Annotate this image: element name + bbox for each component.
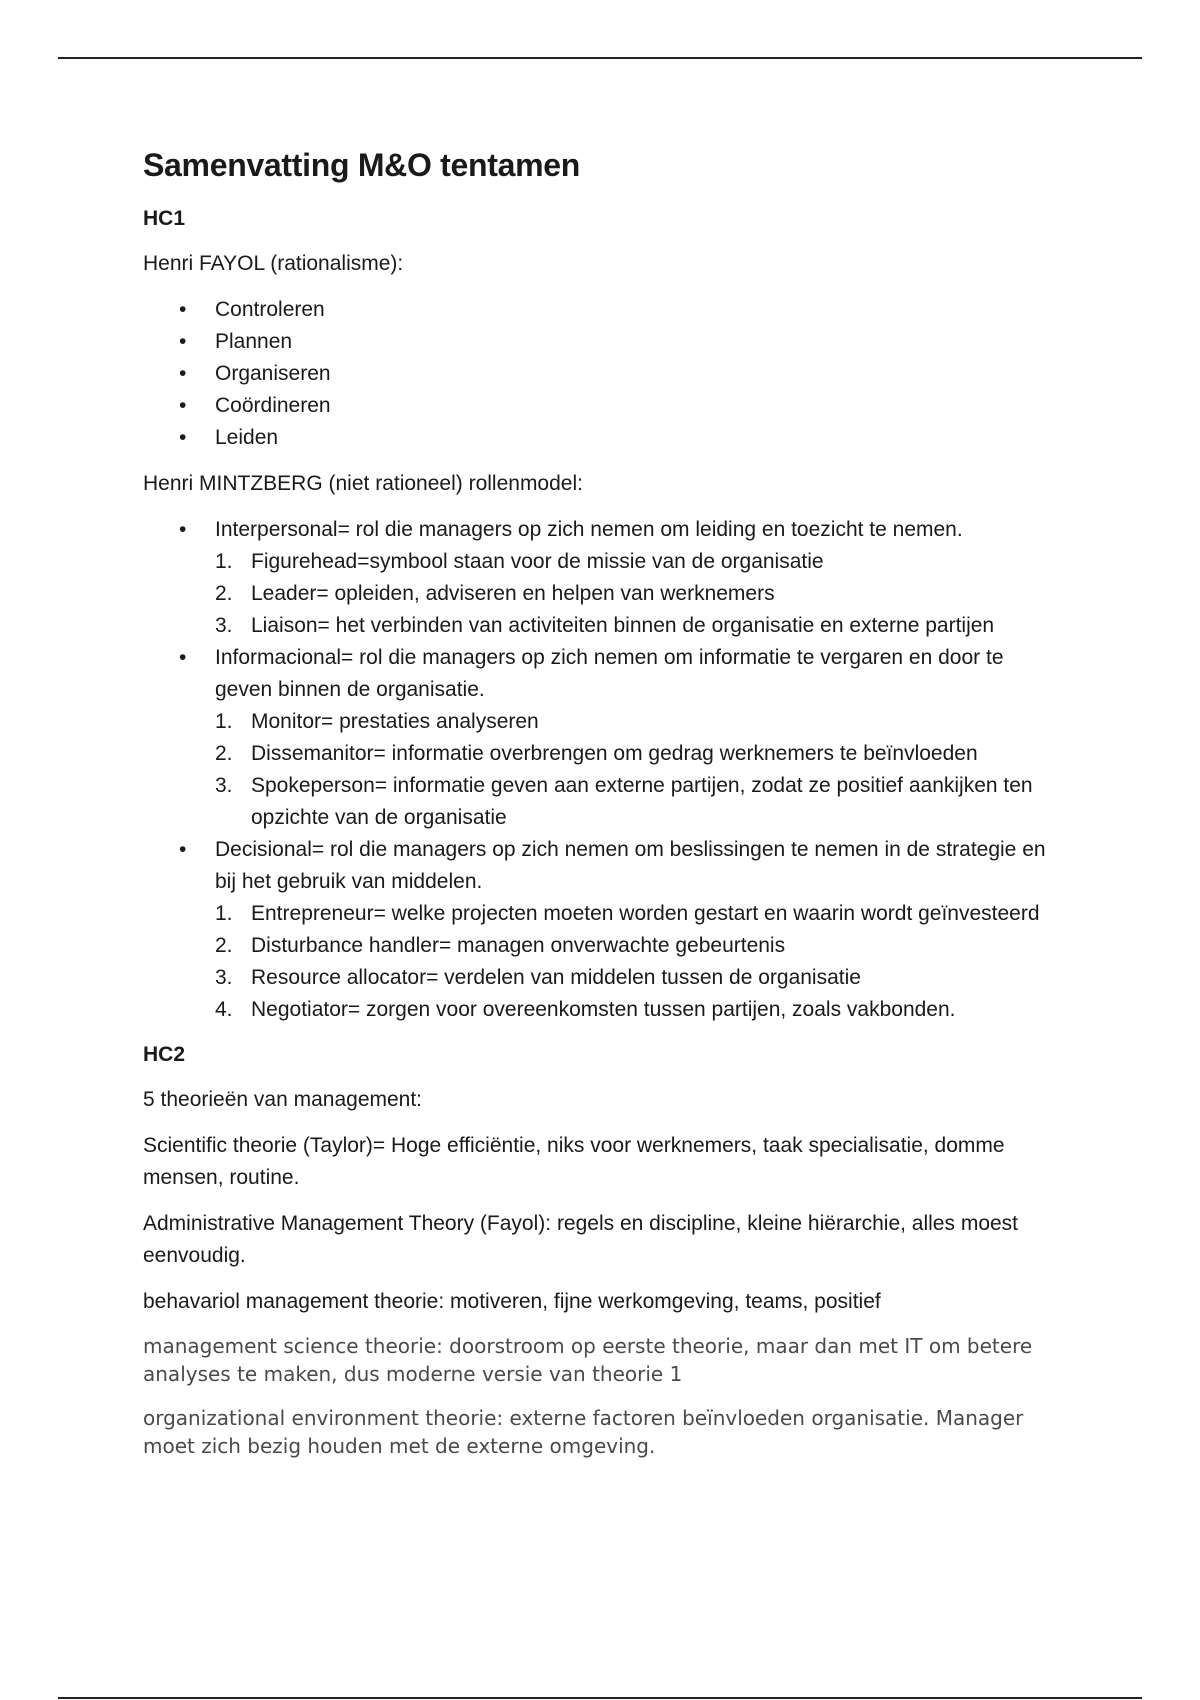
list-number: 2.	[215, 934, 233, 957]
role-sub-list	[215, 898, 1063, 1026]
list-item	[215, 610, 1063, 642]
theory-paragraph: Administrative Management Theory (Fayol): regels en discipline, kleine hiërarchie, alles moest eenvoudig.	[143, 1212, 1019, 1267]
list-item-text: Entrepreneur= welke projecten moeten worden gestart en waarin wordt geïnvesteerd	[251, 902, 1040, 925]
mintzberg-role-list	[143, 514, 1063, 1026]
list-number: 3.	[215, 966, 233, 989]
list-item	[215, 962, 1063, 994]
list-item-text: Leader= opleiden, adviseren en helpen van werknemers	[251, 582, 775, 605]
fayol-intro: Henri FAYOL (rationalisme):	[143, 252, 404, 275]
list-item: • Coördineren	[143, 390, 1063, 422]
list-number: 3.	[215, 614, 233, 637]
list-item-text: Spokeperson= informatie geven aan externe partijen, zodat ze positief aankijken ten opzichte van de organisatie	[251, 774, 1033, 829]
list-item	[215, 770, 1063, 834]
list-item: • Leiden	[143, 422, 1063, 454]
mintzberg-intro: Henri MINTZBERG (niet rationeel) rollenmodel:	[143, 472, 583, 495]
theory-paragraph: organizational environment theorie: externe factoren beïnvloeden organisatie. Manager moet zich bezig houden met de externe omgeving.	[143, 1406, 1024, 1458]
role-text: • Decisional= rol die managers op zich nemen om beslissingen te nemen in de strategie en bij het gebruik van middelen.	[215, 838, 1046, 893]
list-item	[215, 738, 1063, 770]
role-text: • Informacional= rol die managers op zich nemen om informatie te vergaren en door te geven binnen de organisatie.	[215, 646, 1004, 701]
theory-paragraph: management science theorie: doorstroom op eerste theorie, maar dan met IT om betere analyses te maken, dus moderne versie van theorie 1	[143, 1334, 1033, 1386]
list-item-text: Dissemanitor= informatie overbrengen om gedrag werknemers te beïnvloeden	[251, 742, 978, 765]
list-item-text: Monitor= prestaties analyseren	[251, 710, 539, 733]
list-item-text: Negotiator= zorgen voor overeenkomsten tussen partijen, zoals vakbonden.	[251, 998, 956, 1021]
list-number: 4.	[215, 998, 233, 1021]
role-item-decisional	[143, 834, 1063, 1026]
list-item	[215, 578, 1063, 610]
theories-intro: 5 theorieën van management:	[143, 1088, 423, 1111]
list-item-text: Liaison= het verbinden van activiteiten binnen de organisatie en externe partijen	[251, 614, 995, 637]
list-item-text: Figurehead=symbool staan voor de missie van de organisatie	[251, 550, 824, 573]
list-item: • Controleren	[143, 294, 1063, 326]
role-sub-list	[215, 546, 1063, 642]
list-number: 3.	[215, 774, 233, 797]
list-item	[215, 898, 1063, 930]
list-item: • Plannen	[143, 326, 1063, 358]
list-item	[215, 930, 1063, 962]
list-number: 2.	[215, 742, 233, 765]
list-number: 1.	[215, 710, 233, 733]
list-item-text: Disturbance handler= managen onverwachte gebeurtenis	[251, 934, 786, 957]
document-page	[143, 140, 1063, 1476]
list-item	[215, 706, 1063, 738]
role-item-informational	[143, 642, 1063, 834]
section-heading-hc1: HC1	[143, 207, 186, 230]
role-item-interpersonal	[143, 514, 1063, 642]
list-item-text: Resource allocator= verdelen van middelen tussen de organisatie	[251, 966, 861, 989]
theory-paragraph: Scientific theorie (Taylor)= Hoge efficiëntie, niks voor werknemers, taak specialisatie, domme mensen, routine.	[143, 1134, 1005, 1189]
list-item	[215, 994, 1063, 1026]
footer-rule	[58, 1697, 1142, 1699]
header-rule	[58, 57, 1142, 59]
list-item	[215, 546, 1063, 578]
list-number: 1.	[215, 550, 233, 573]
section-heading-hc2: HC2	[143, 1043, 186, 1066]
role-sub-list	[215, 706, 1063, 834]
theory-paragraph: behavariol management theorie: motiveren, fijne werkomgeving, teams, positief	[143, 1290, 881, 1313]
role-text: • Interpersonal= rol die managers op zich nemen om leiding en toezicht te nemen.	[215, 518, 963, 541]
list-item: • Organiseren	[143, 358, 1063, 390]
list-number: 2.	[215, 582, 233, 605]
document-title: Samenvatting M&O tentamen	[143, 147, 581, 183]
fayol-list	[143, 294, 1063, 454]
list-number: 1.	[215, 902, 233, 925]
